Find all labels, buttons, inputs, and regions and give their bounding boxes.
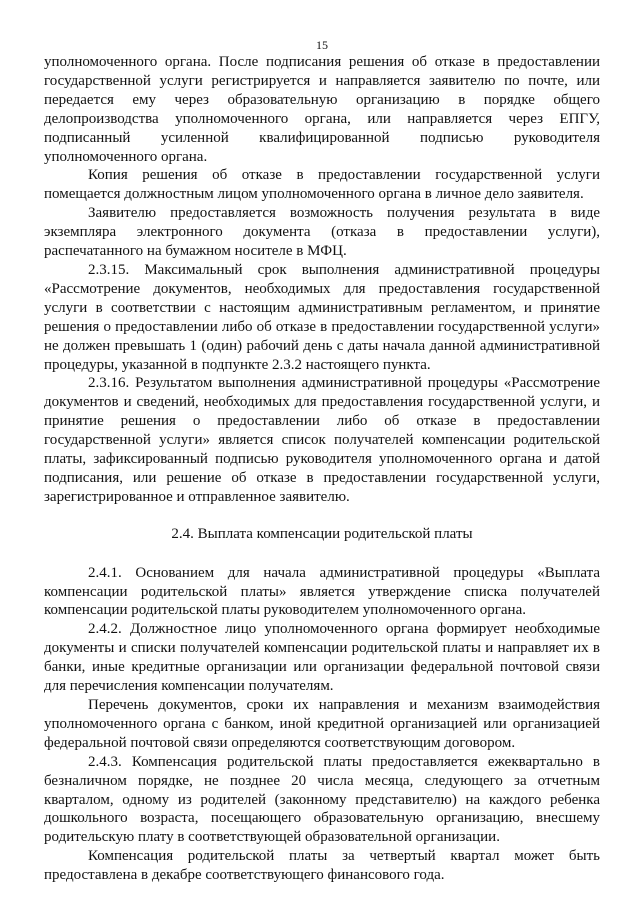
paragraph-2-3-16: 2.3.16. Результатом выполнения административной процедуры «Рассмотрение документов и сведений, необходимых для предоставления государственной услуги, и принятие решения о предоставлении либо об отказе в предоставлении государственной услуги» является список получателей компенсации родительской платы, зафиксированный подписью руководителя уполномоченного органа и датой подписания, или решение об отказе в предоставлении государственной услуги, зарегистрированное и отправленное заявителю. [44,375,600,505]
paragraph-refusal-registration: уполномоченного органа. После подписания решения об отказе в предоставлении государственной услуги регистрируется и направляется заявителю по почте, или передается ему через образовательную организацию в порядке общего делопроизводства уполномоченного органа, или направляется через ЕПГУ, подписанный усиленной квалифицированной подписью руководителя уполномоченного органа. [44,54,600,165]
paragraph-2-4-3: 2.4.3. Компенсация родительской платы предоставляется ежеквартально в безналичном порядке, не позднее 20 числа месяца, следующего за отчетным кварталом, одному из родителей (законному представителю) на каждого ребенка дошкольного возраста, посещающего образовательную организацию, внесшему родительскую плату в соответствующей образовательной организации. [44,753,600,846]
paragraph-refusal-copy: Копия решения об отказе в предоставлении государственной услуги помещается должностным лицом уполномоченного органа в личное дело заявителя. [44,167,600,203]
paragraph-2-4-2: 2.4.2. Должностное лицо уполномоченного органа формирует необходимые документы и списки получателей компенсации родительской платы и направляет их в банки, иные кредитные организации или организации федеральной почтовой связи для перечисления компенсации получателям. [44,621,600,695]
paragraph-2-4-1: 2.4.1. Основанием для начала административной процедуры «Выплата компенсации родительской платы» является утверждение списка получателей компенсации родительской платы руководителем уполномоченного органа. [44,564,600,619]
paragraph-fourth-quarter: Компенсация родительской платы за четвертый квартал может быть предоставлена в декабре соответствующего финансового года. [44,848,600,884]
section-heading: 2.4. Выплата компенсации родительской платы [171,525,473,542]
paragraph-applicant-result: Заявителю предоставляется возможность получения результата в виде экземпляра электронного документа (отказа в предоставлении услуги), распечатанного на бумажном носителе в МФЦ. [44,205,600,260]
page-number: 15 [316,38,328,52]
paragraph-interaction-mechanism: Перечень документов, сроки их направления и механизм взаимодействия уполномоченного органа с банком, иной кредитной организацией или организацией федеральной почтовой связи определяются соответствующим договором. [44,697,600,751]
paragraph-2-3-15: 2.3.15. Максимальный срок выполнения административной процедуры «Рассмотрение документов, необходимых для предоставления государственной услуги в соответствии с настоящим административным регламентом, и принятие решения о предоставлении либо об отказе в предоставлении государственной услуги» не должен превышать 1 (один) рабочий день с даты начала данной административной процедуры, указанной в подпункте 2.3.2 настоящего пункта. [44,261,600,373]
